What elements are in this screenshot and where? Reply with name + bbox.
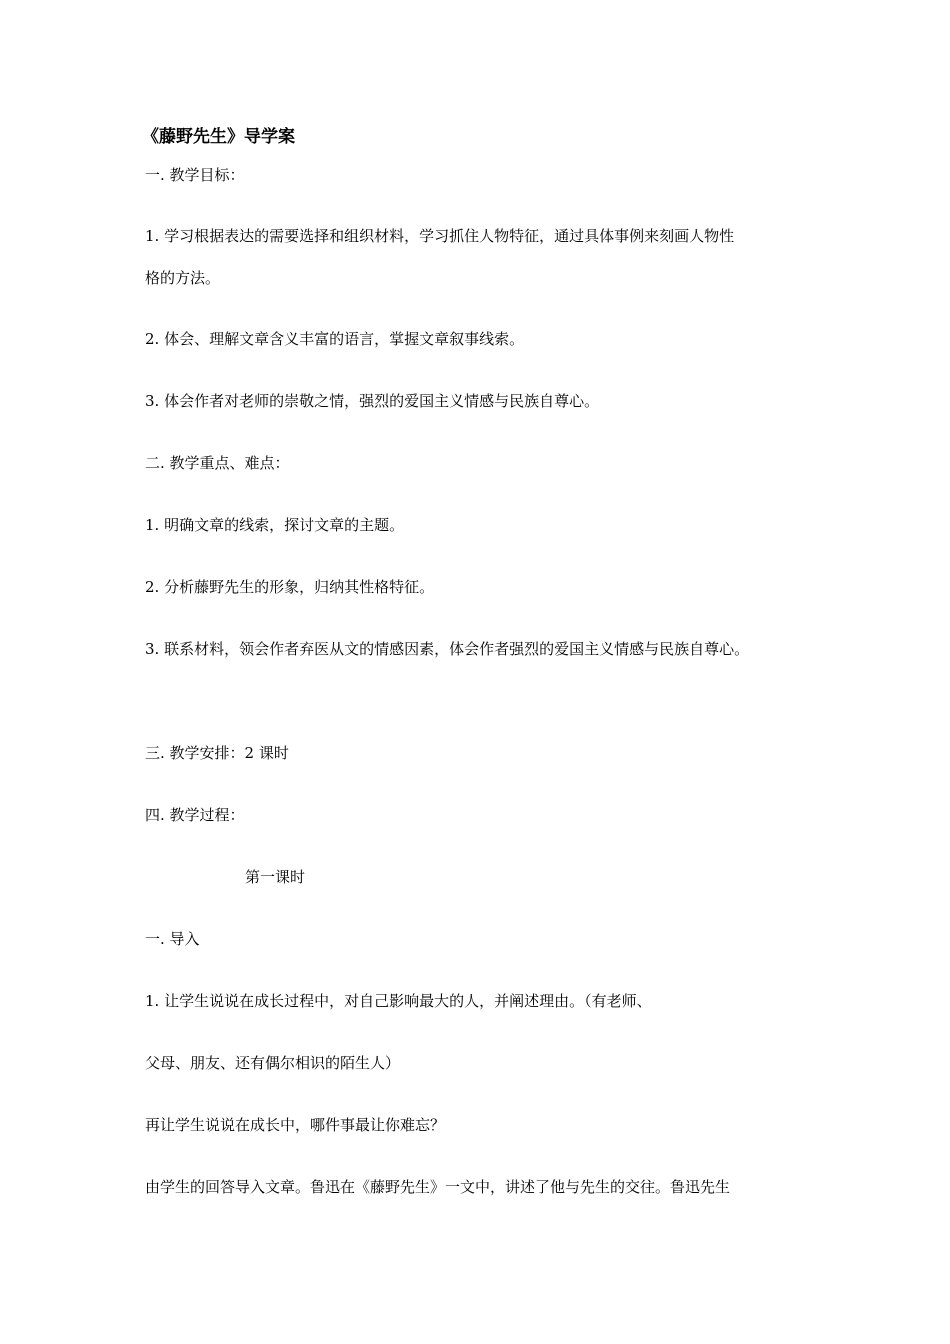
paragraph-intro-2: 再让学生说说在成长中，哪件事最让你难忘？ bbox=[145, 1116, 446, 1134]
paragraph-objective-2: 2. 体会、理解文章含义丰富的语言，掌握文章叙事线索。 bbox=[145, 330, 525, 348]
paragraph-intro-1-cont: 父母、朋友、还有偶尔相识的陌生人） bbox=[145, 1054, 401, 1072]
section-heading-intro: 一. 导入 bbox=[145, 930, 200, 948]
paragraph-objective-1: 1. 学习根据表达的需要选择和组织材料，学习抓住人物特征，通过具体事例来刻画人物性 bbox=[145, 227, 735, 245]
document-title: 《藤野先生》导学案 bbox=[142, 127, 295, 147]
paragraph-key-point-2: 2. 分析藤野先生的形象，归纳其性格特征。 bbox=[145, 578, 435, 596]
section-heading-objectives: 一. 教学目标： bbox=[145, 166, 245, 184]
paragraph-objective-3: 3. 体会作者对老师的崇敬之情，强烈的爱国主义情感与民族自尊心。 bbox=[145, 392, 600, 410]
paragraph-objective-1-cont: 格的方法。 bbox=[145, 269, 221, 287]
paragraph-intro-1: 1. 让学生说说在成长过程中，对自己影响最大的人，并阐述理由。（有老师、 bbox=[145, 992, 652, 1010]
section-heading-schedule: 三. 教学安排：2 课时 bbox=[145, 744, 289, 762]
paragraph-key-point-1: 1. 明确文章的线索，探讨文章的主题。 bbox=[145, 516, 405, 534]
lesson-heading: 第一课时 bbox=[245, 868, 306, 886]
paragraph-key-point-3: 3. 联系材料，领会作者弃医从文的情感因素，体会作者强烈的爱国主义情感与民族自尊心。 bbox=[145, 640, 750, 658]
paragraph-intro-3: 由学生的回答导入文章。鲁迅在《藤野先生》一文中，讲述了他与先生的交往。鲁迅先生 bbox=[145, 1178, 731, 1196]
section-heading-key-points: 二. 教学重点、难点： bbox=[145, 454, 290, 472]
section-heading-process: 四. 教学过程： bbox=[145, 806, 245, 824]
